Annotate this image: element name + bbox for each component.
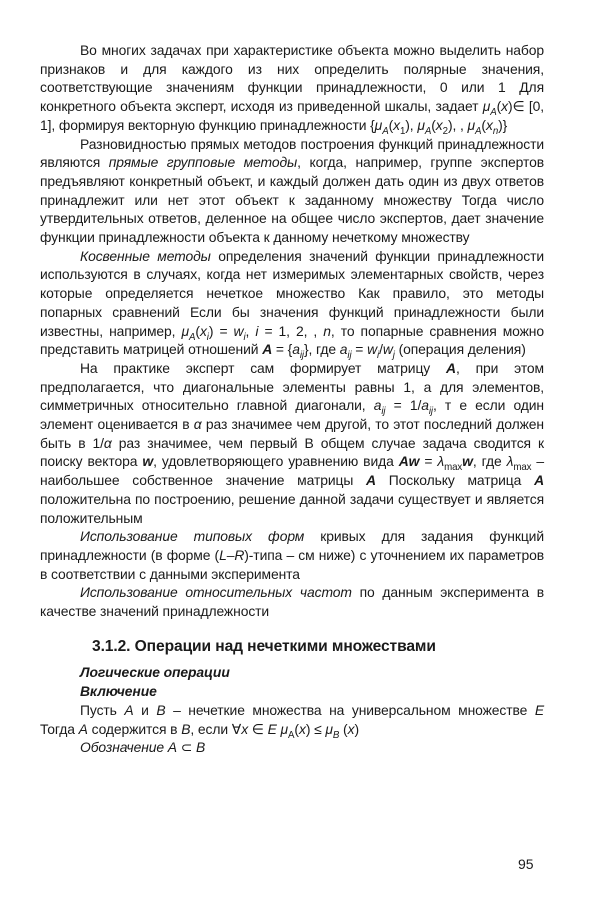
text-run: ij [428, 406, 433, 418]
subheading-inclusion: Включение [80, 682, 157, 699]
text-run: x [485, 116, 493, 133]
paragraph-p8 [40, 738, 544, 757]
text-run: прямые групповые методы [108, 154, 298, 171]
text-run: x [298, 720, 306, 737]
text-run: x [501, 98, 509, 115]
text-run: max [513, 462, 532, 474]
text-run: Во многих задачах при характеристике объекта можно выделить набор признаков и для каждого из них определить полярные значения, соответствующие значениям функции принадлежности, 0 или 1 Для конкретного объекта эксперт, исходя из приведенной шкалы, задает [40, 42, 544, 115]
text-run: Разновидностью прямых методов построения функций принадлежности являются [40, 135, 544, 171]
text-run: a [292, 341, 300, 358]
text-run: a [339, 341, 348, 358]
text-run: ( [496, 98, 502, 115]
text-run: ( [294, 720, 299, 737]
text-run: , где [472, 453, 507, 470]
page-number: 95 [518, 856, 534, 872]
text-run: раз значимее чем другой, то этот последний должен быть в 1/ [40, 416, 545, 451]
text-run: A [534, 472, 544, 489]
text-run: i [377, 350, 380, 362]
text-run: и [133, 701, 157, 718]
text-run: Использование типовых форм [80, 528, 305, 545]
text-run: положительна по построению, решение данной задачи существует и является положительным [40, 490, 544, 526]
text-run: i [255, 322, 259, 339]
text-run: – нечеткие множества на универсальном множестве [165, 701, 535, 718]
text-run: ij [299, 350, 304, 362]
text-run: w [462, 453, 473, 470]
text-run: Обозначение [80, 739, 164, 756]
text-run: )∈ [0, 1], формируя векторную функцию принадлежности { [40, 98, 544, 133]
text-run: Поскольку матрица [375, 472, 535, 489]
body-text-upper [40, 41, 544, 621]
text-run: / [379, 341, 383, 358]
text-run: содержится в [87, 720, 182, 737]
text-run: = [419, 453, 438, 470]
text-run: i [243, 331, 246, 343]
text-run: E [267, 720, 277, 737]
text-run: x [435, 116, 443, 133]
text-run: μ [280, 720, 289, 737]
paragraph-p2 [40, 135, 544, 247]
text-run: μ [325, 720, 333, 737]
text-run: Косвенные методы [80, 247, 211, 264]
text-run: ( [431, 116, 436, 133]
text-run: Aw [398, 453, 420, 470]
text-run: x [241, 720, 249, 737]
text-run: n [323, 322, 331, 339]
text-run: a [421, 397, 429, 414]
text-run: λ [437, 453, 445, 470]
text-run: A [167, 739, 177, 756]
section-heading: 3.1.2. Операции над нечеткими множествами [92, 637, 436, 655]
text-run: Тогда [40, 720, 79, 737]
text-run: ), [405, 116, 418, 133]
text-run: B [181, 720, 191, 737]
paragraph-p3 [40, 247, 544, 362]
text-run: ), , [447, 116, 468, 133]
text-run: B [196, 739, 206, 756]
text-run: )} [498, 116, 508, 133]
text-run: , [245, 322, 256, 339]
body-text-lower [40, 701, 544, 757]
text-run: Использование относительных частот [80, 584, 352, 601]
text-run: , при этом предполагается, что диагональные элементы равны 1, а для элементов, симметричных относительно главной диагонали, [40, 359, 544, 414]
text-run: a [373, 397, 382, 414]
text-run: A [382, 125, 389, 137]
text-run: i [206, 331, 209, 343]
text-run: x [347, 720, 355, 737]
text-run: A [446, 359, 456, 376]
text-run: w [142, 453, 154, 470]
text-run: На практике эксперт сам формирует матрицу [80, 359, 447, 376]
text-run: ( [481, 116, 486, 133]
text-run: ) ≤ [305, 720, 326, 737]
text-run: λ [506, 453, 514, 470]
paragraph-p7 [40, 701, 545, 741]
text-run: w [233, 322, 244, 339]
text-run: j [392, 350, 395, 362]
text-run: ( [388, 116, 394, 133]
text-run: μ [181, 322, 190, 339]
text-run: = 1/ [385, 397, 422, 414]
text-run: x [199, 322, 207, 339]
text-run: w [367, 341, 378, 358]
text-run: ⊂ [176, 739, 196, 756]
text-run: раз значимее, чем первый В общем случае задача сводится к поиску вектора [40, 434, 544, 470]
text-run: , т е если один элемент оценивается в [40, 397, 544, 433]
text-run: α [103, 434, 112, 451]
text-run: кривых для задания функций принадлежности (в форме ( [40, 528, 544, 563]
text-run: , если ∀ [190, 720, 242, 737]
text-run: A [475, 125, 482, 137]
text-run: ) = [208, 322, 234, 339]
text-run: ij [347, 350, 352, 362]
text-run: (операция деления) [394, 341, 526, 358]
text-run: 2 [442, 125, 448, 137]
text-run: }, где [303, 341, 340, 358]
text-run: B [332, 729, 340, 741]
text-run: n [492, 125, 499, 137]
text-run: = [351, 341, 368, 358]
text-run: A [124, 701, 134, 718]
text-run: μ [374, 116, 383, 133]
text-run: Пусть [80, 701, 125, 718]
text-run: , то попарные сравнения можно представить матрицей отношений [40, 322, 544, 358]
paragraph-p6 [40, 583, 544, 620]
text-run: A [424, 125, 432, 137]
text-run: μ [467, 116, 476, 133]
text-run: , удовлетворяющего уравнению вида [153, 453, 399, 470]
text-run: μ [417, 116, 425, 133]
text-run: , когда, например, группе экспертов предъявляют конкретный объект, и каждый должен дать один из двух ответов принадлежит или нет этот объект к заданному множеству Тогда число утвердительных ответов, деленное на общее число экспертов, дает значение функции принадлежности объекта к данному нечеткому множеству [40, 154, 544, 246]
text-run: ( [195, 322, 200, 339]
text-run: – наибольшее собственное значение матрицы [40, 453, 544, 489]
text-run: ij [381, 406, 386, 418]
text-run: A [366, 472, 376, 489]
text-run: α [193, 416, 202, 433]
text-run: A [490, 106, 497, 118]
text-run: A [262, 341, 273, 358]
text-run: max [444, 462, 463, 474]
text-run: по данным эксперимента в качестве значений принадлежности [40, 584, 544, 620]
text-run: x [393, 116, 400, 133]
text-run: A [189, 331, 196, 343]
text-run: B [156, 701, 166, 718]
text-run: L–R [219, 546, 245, 563]
text-run: = 1, 2, , [258, 322, 324, 339]
paragraph-p4 [40, 359, 544, 527]
paragraph-p5 [40, 527, 544, 583]
text-run: A [288, 729, 295, 741]
text-run: ( [339, 720, 348, 737]
paragraph-p1 [40, 41, 544, 135]
text-run: ) [354, 720, 359, 737]
text-run: μ [482, 98, 491, 115]
text-run: = { [272, 341, 293, 358]
text-run: ∈ [248, 720, 268, 737]
text-run: определения значений функции принадлежности используются в случаях, когда нет измеримых элементарных свойств, через которые определяется нечеткое множество Как правило, это методы попарных сравнений Если бы значения функций принадлежности были известны, например, [40, 247, 544, 339]
text-run: w [382, 341, 393, 358]
text-run: )-типа – см ниже) с уточнением их параметров в соответствии с данными эксперимента [40, 546, 544, 582]
text-run: E [534, 701, 545, 718]
text-run: A [78, 720, 88, 737]
page-body [40, 41, 544, 757]
subheading-logical-operations: Логические операции [80, 663, 230, 680]
text-run: 1 [399, 125, 406, 137]
